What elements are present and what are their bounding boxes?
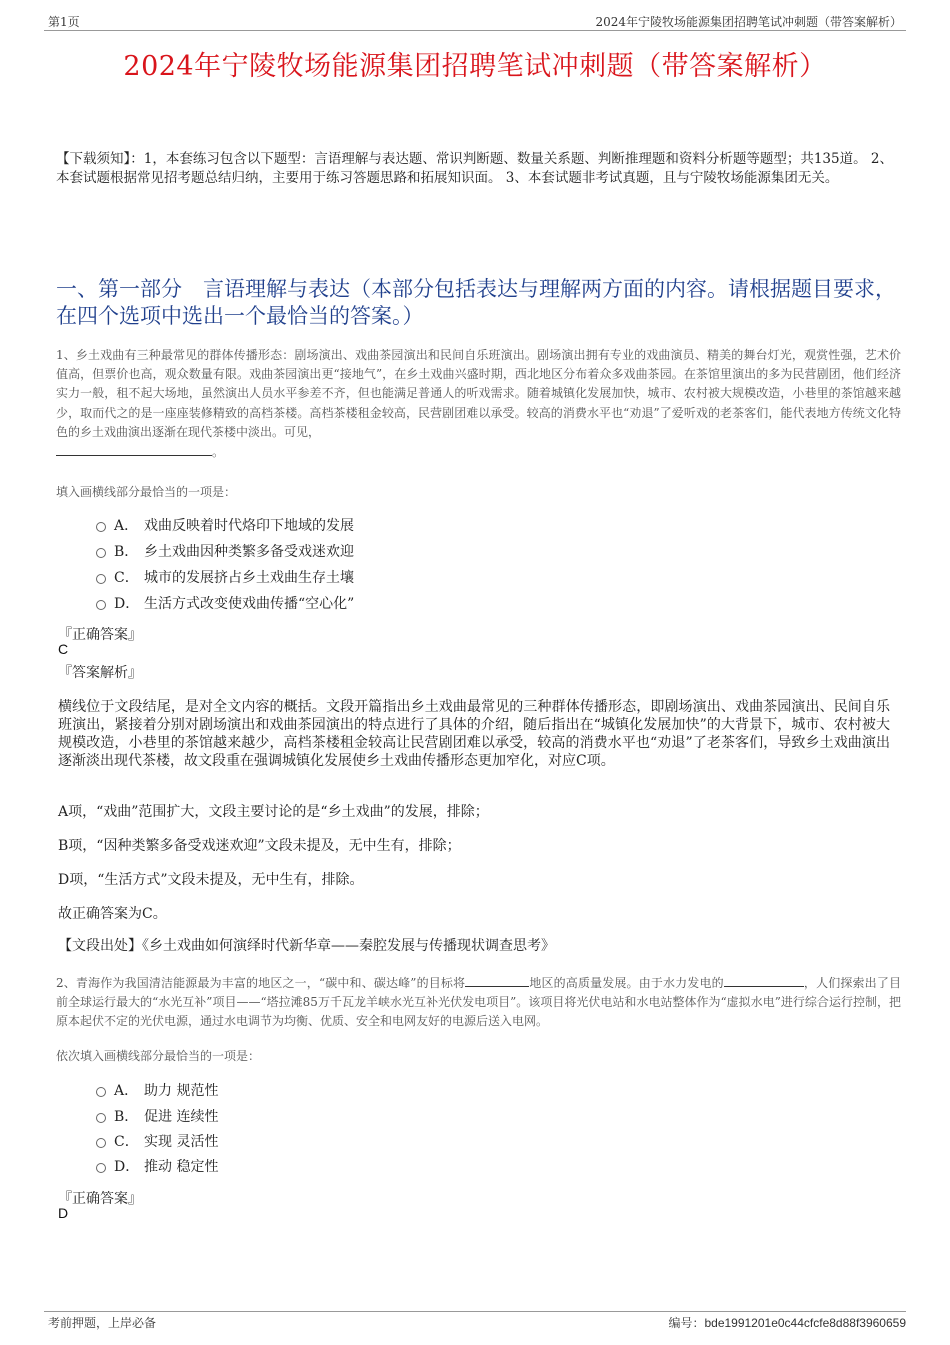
radio-icon[interactable] bbox=[96, 548, 106, 558]
analysis-note-b: B项，“因种类繁多备受戏迷欢迎”文段未提及，无中生有，排除； bbox=[58, 838, 461, 854]
question-1-answer-label: 『正确答案』 bbox=[58, 627, 142, 643]
question-2-option-b[interactable]: B． 促进 连续性 bbox=[96, 1106, 218, 1126]
radio-icon[interactable] bbox=[96, 600, 106, 610]
analysis-note-d: D项，“生活方式”文段未提及，无中生有，排除。 bbox=[58, 872, 364, 888]
question-1-body: 1、乡土戏曲有三种最常见的群体传播形态：剧场演出、戏曲茶园演出和民间自乐班演出。剧场演出拥有专业的戏曲演员、精美的舞台灯光，观赏性强，艺术价值高，但票价也高，观众数量有限。戏曲茶园演出更“接地气”，在乡土戏曲兴盛时期，西北地区分布着众多戏曲茶园。在茶馆里演出的多为民营剧团，他们经济实力一般，租不起大场地，虽然演出人员水平参差不齐，但也能满足普通人的听戏需求。随着城镇化发展加快，城市、农村被大规模改造，小巷里的茶馆越来越少，取而代之的是一座座装修精致的高档茶楼。高档茶楼租金较高，民营剧团难以承受。较高的消费水平也“劝退”了爱听戏的老茶客们，能代表地方传统文化特色的乡土戏曲演出逐渐在现代茶楼中淡出。可见， bbox=[56, 348, 901, 439]
question-1-option-b[interactable]: B． 乡土戏曲因种类繁多备受戏迷欢迎 bbox=[96, 541, 354, 561]
answer-blank bbox=[56, 442, 212, 456]
analysis-note-a: A项，“戏曲”范围扩大，文段主要讨论的是“乡土戏曲”的发展，排除； bbox=[58, 804, 489, 820]
question-1-text bbox=[56, 346, 901, 462]
radio-icon[interactable] bbox=[96, 1138, 106, 1148]
radio-icon[interactable] bbox=[96, 1087, 106, 1097]
page-title: 2024年宁陵牧场能源集团招聘笔试冲刺题（带答案解析） bbox=[123, 51, 827, 82]
footer-code-label: 编号： bbox=[668, 1316, 705, 1330]
question-2-text: 2、青海作为我国清洁能源最为丰富的地区之一，“碳中和、碳达峰”的目标将 地区的高质量发展。由于水力发电的 ，人们探索出了目前全球运行最大的“水光互补”项目——“塔拉滩85万千瓦龙羊峡水光互补光伏发电项目”。该项目将光伏电站和水电站整体作为“虚拟水电”进行综合运行控制，把原本起伏不定的光伏电源，通过水电调节为均衡、优质、安全和电网友好的电源后送入电网。 bbox=[56, 973, 901, 1032]
question-1-answer: C bbox=[58, 641, 69, 657]
page-number: 第1页 bbox=[48, 15, 80, 29]
header-divider bbox=[44, 30, 906, 31]
question-1-option-c[interactable]: C． 城市的发展挤占乡土戏曲生存土壤 bbox=[96, 567, 354, 587]
question-1-option-d[interactable]: D． 生活方式改变使戏曲传播“空心化” bbox=[96, 593, 354, 613]
footer-code-value: bde1991201e0c44cfcfe8d88f3960659 bbox=[704, 1316, 906, 1330]
question-1-end-mark: 。 bbox=[212, 445, 225, 460]
footer-divider bbox=[44, 1311, 906, 1312]
radio-icon[interactable] bbox=[96, 1163, 106, 1173]
question-1-option-a[interactable]: A． 戏曲反映着时代烙印下地域的发展 bbox=[96, 515, 354, 535]
footer-slogan: 考前押题，上岸必备 bbox=[48, 1316, 157, 1330]
radio-icon[interactable] bbox=[96, 574, 106, 584]
answer-blank bbox=[465, 973, 529, 987]
question-2-option-a[interactable]: A． 助力 规范性 bbox=[96, 1080, 218, 1100]
radio-icon[interactable] bbox=[96, 522, 106, 532]
passage-source: 【文段出处】《乡土戏曲如何演绎时代新华章——秦腔发展与传播现状调查思考》 bbox=[58, 938, 555, 954]
question-1-analysis-label: 『答案解析』 bbox=[58, 665, 142, 681]
header-doc-title: 2024年宁陵牧场能源集团招聘笔试冲刺题（带答案解析） bbox=[595, 15, 902, 29]
question-2-option-c[interactable]: C． 实现 灵活性 bbox=[96, 1131, 218, 1151]
radio-icon[interactable] bbox=[96, 1113, 106, 1123]
download-notice: 【下载须知】：1，本套练习包含以下题型：言语理解与表达题、常识判断题、数量关系题、判断推理题和资料分析题等题型；共135道。 2、本套试题根据常见招考题总结归纳，主要用于练习答题思路和拓展知识面。 3、本套试题非考试真题，且与宁陵牧场能源集团无关。 bbox=[56, 151, 893, 186]
answer-blank bbox=[724, 973, 804, 987]
section-heading: 一、第一部分 言语理解与表达（本部分包括表达与理解两方面的内容。请根据题目要求，在四个选项中选出一个最恰当的答案。） bbox=[56, 277, 896, 328]
question-1-analysis: 横线位于文段结尾，是对全文内容的概括。文段开篇指出乡土戏曲最常见的三种群体传播形态，即剧场演出、戏曲茶园演出、民间自乐班演出，紧接着分别对剧场演出和戏曲茶园演出的特点进行了具体的介绍，随后指出在“城镇化发展加快”的大背景下，城市、农村被大规模改造，小巷里的茶馆越来越少，高档茶楼租金较高让民营剧团难以承受，较高的消费水平也“劝退”了老茶客们，导致乡土戏曲演出逐渐淡出现代茶楼，故文段重在强调城镇化发展使乡土戏曲传播形态更加窄化，对应C项。 bbox=[58, 699, 890, 769]
question-2-option-d[interactable]: D． 推动 稳定性 bbox=[96, 1156, 218, 1176]
footer-code bbox=[668, 1314, 906, 1331]
question-1-prompt: 填入画横线部分最恰当的一项是： bbox=[56, 485, 237, 499]
question-2-answer-label: 『正确答案』 bbox=[58, 1191, 142, 1207]
question-2-prompt: 依次填入画横线部分最恰当的一项是： bbox=[56, 1049, 261, 1063]
question-2-answer: D bbox=[58, 1205, 69, 1221]
analysis-conclusion: 故正确答案为C。 bbox=[58, 906, 167, 922]
